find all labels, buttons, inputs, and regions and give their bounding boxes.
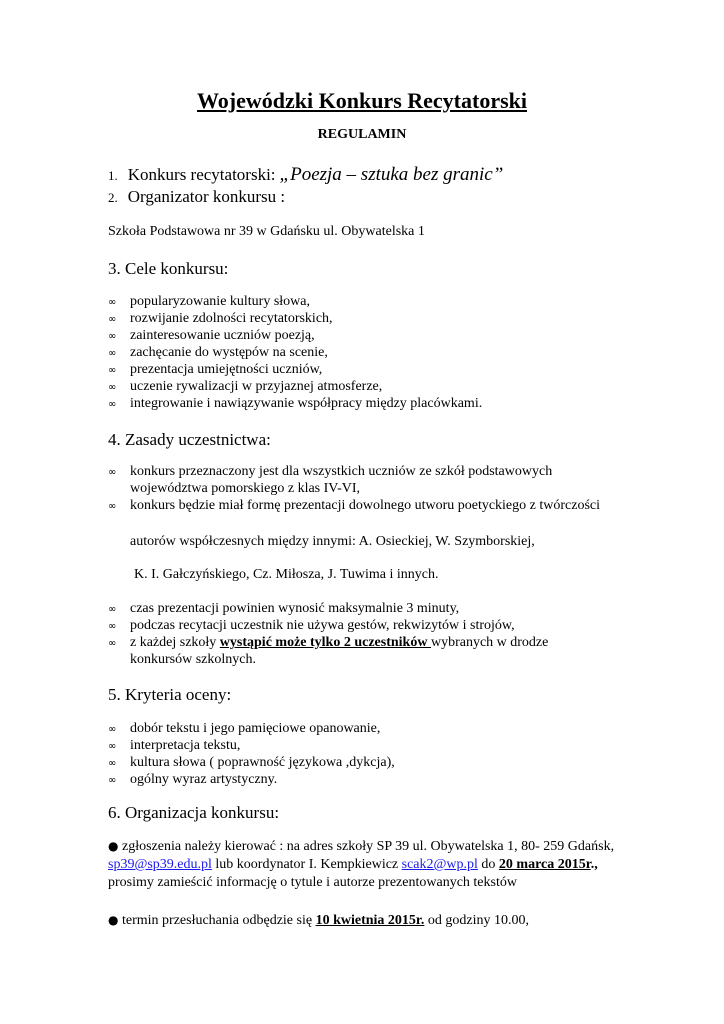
contest-name: „Poezja – sztuka bez granic” (279, 164, 504, 185)
goal-item: integrowanie i nawiązywanie współpracy między placówkami. (130, 396, 483, 411)
registration-line-2 (108, 857, 598, 873)
bullet-icon: ∞ (108, 758, 117, 769)
goal-item: zachęcanie do występów na scenie, (130, 345, 328, 360)
rule-item: konkurs przeznaczony jest dla wszystkich uczniów ze szkół podstawowych (130, 464, 553, 479)
rule-item-continued: województwa pomorskiego z klas IV-VI, (130, 481, 361, 496)
registration-line-1 (108, 839, 614, 855)
registration-text: lub koordynator I. Kempkiewicz (211, 857, 402, 872)
bullet-icon: ∞ (108, 399, 117, 410)
rule-item-continued: K. I. Gałczyńskiego, Cz. Miłosza, J. Tuwima i innych. (134, 567, 439, 582)
rule-text: wybranych w drodze (430, 635, 549, 650)
page-title: Wojewódzki Konkurs Recytatorski (197, 88, 527, 113)
criteria-item: kultura słowa ( poprawność językowa ,dykcja), (130, 755, 395, 770)
criteria-item: interpretacja tekstu, (130, 738, 241, 753)
bullet-icon: ∞ (108, 348, 117, 359)
rule-item (130, 635, 548, 651)
school-email-link[interactable]: sp39@sp39.edu.pl (108, 857, 212, 872)
registration-text: zgłoszenia należy kierować : na adres szkoły SP 39 ul. Obywatelska 1, 80- 259 Gdańsk, (118, 839, 615, 854)
subtitle: REGULAMIN (317, 127, 407, 142)
participant-limit: wystąpić może tylko 2 uczestników (219, 635, 431, 650)
bullet-icon: ∞ (108, 621, 117, 632)
criteria-item: dobór tekstu i jego pamięciowe opanowanie, (130, 721, 381, 736)
goal-item: uczenie rywalizacji w przyjaznej atmosferze, (130, 379, 383, 394)
coordinator-email-link[interactable]: scak2@wp.pl (401, 857, 478, 872)
goal-item: prezentacja umiejętności uczniów, (130, 362, 323, 377)
bullet-icon: ∞ (108, 331, 117, 342)
bullet-icon: ∞ (108, 382, 117, 393)
audition-date: 10 kwietnia 2015r. (315, 913, 425, 928)
criteria-heading: 5. Kryteria oceny: (108, 685, 232, 704)
goals-heading: 3. Cele konkursu: (108, 259, 229, 278)
registration-line-3: prosimy zamieścić informację o tytule i autorze prezentowanych tekstów (108, 875, 517, 890)
rule-item-continued: konkursów szkolnych. (130, 652, 256, 667)
goal-item: rozwijanie zdolności recytatorskich, (130, 311, 333, 326)
rule-item: czas prezentacji powinien wynosić maksymalnie 3 minuty, (130, 601, 460, 616)
point-2-label: Organizator konkursu : (127, 187, 286, 206)
bullet-icon: ∞ (108, 297, 117, 308)
audition-text: termin przesłuchania odbędzie się (118, 913, 316, 928)
bullet-icon: ∞ (108, 314, 117, 325)
bullet-icon: ∞ (108, 501, 117, 512)
point-1-number: 1. (108, 168, 118, 183)
bullet-dot-icon: ● (108, 913, 119, 927)
bullet-dot-icon: ● (108, 839, 119, 853)
audition-line (108, 913, 529, 929)
bullet-icon: ∞ (108, 604, 117, 615)
point-1-label: Konkurs recytatorski: (127, 165, 276, 184)
audition-text: od godziny 10.00, (424, 913, 529, 928)
rule-item: konkurs będzie miał formę prezentacji dowolnego utworu poetyckiego z twórczości (130, 498, 601, 513)
rules-heading: 4. Zasady uczestnictwa: (108, 430, 271, 449)
point-1 (108, 164, 503, 186)
goal-item: popularyzowanie kultury słowa, (130, 294, 311, 309)
bullet-icon: ∞ (108, 365, 117, 376)
criteria-item: ogólny wyraz artystyczny. (130, 772, 278, 787)
bullet-icon: ∞ (108, 741, 117, 752)
rule-text: z każdej szkoły (130, 635, 220, 650)
bullet-icon: ∞ (108, 638, 117, 649)
rule-item-continued: autorów współczesnych między innymi: A. Osieckiej, W. Szymborskiej, (130, 534, 535, 549)
rule-item: podczas recytacji uczestnik nie używa gestów, rekwizytów i strojów, (130, 618, 515, 633)
point-2-number: 2. (108, 190, 118, 205)
bullet-icon: ∞ (108, 467, 117, 478)
organization-heading: 6. Organizacja konkursu: (108, 803, 280, 822)
bullet-icon: ∞ (108, 724, 117, 735)
organizer-text: Szkoła Podstawowa nr 39 w Gdańsku ul. Obywatelska 1 (108, 224, 425, 239)
registration-text: do (477, 857, 499, 872)
registration-text: ., (590, 857, 598, 872)
goal-item: zainteresowanie uczniów poezją, (130, 328, 315, 343)
point-2 (108, 187, 285, 207)
bullet-icon: ∞ (108, 775, 117, 786)
deadline-date: 20 marca 2015r (498, 857, 591, 872)
